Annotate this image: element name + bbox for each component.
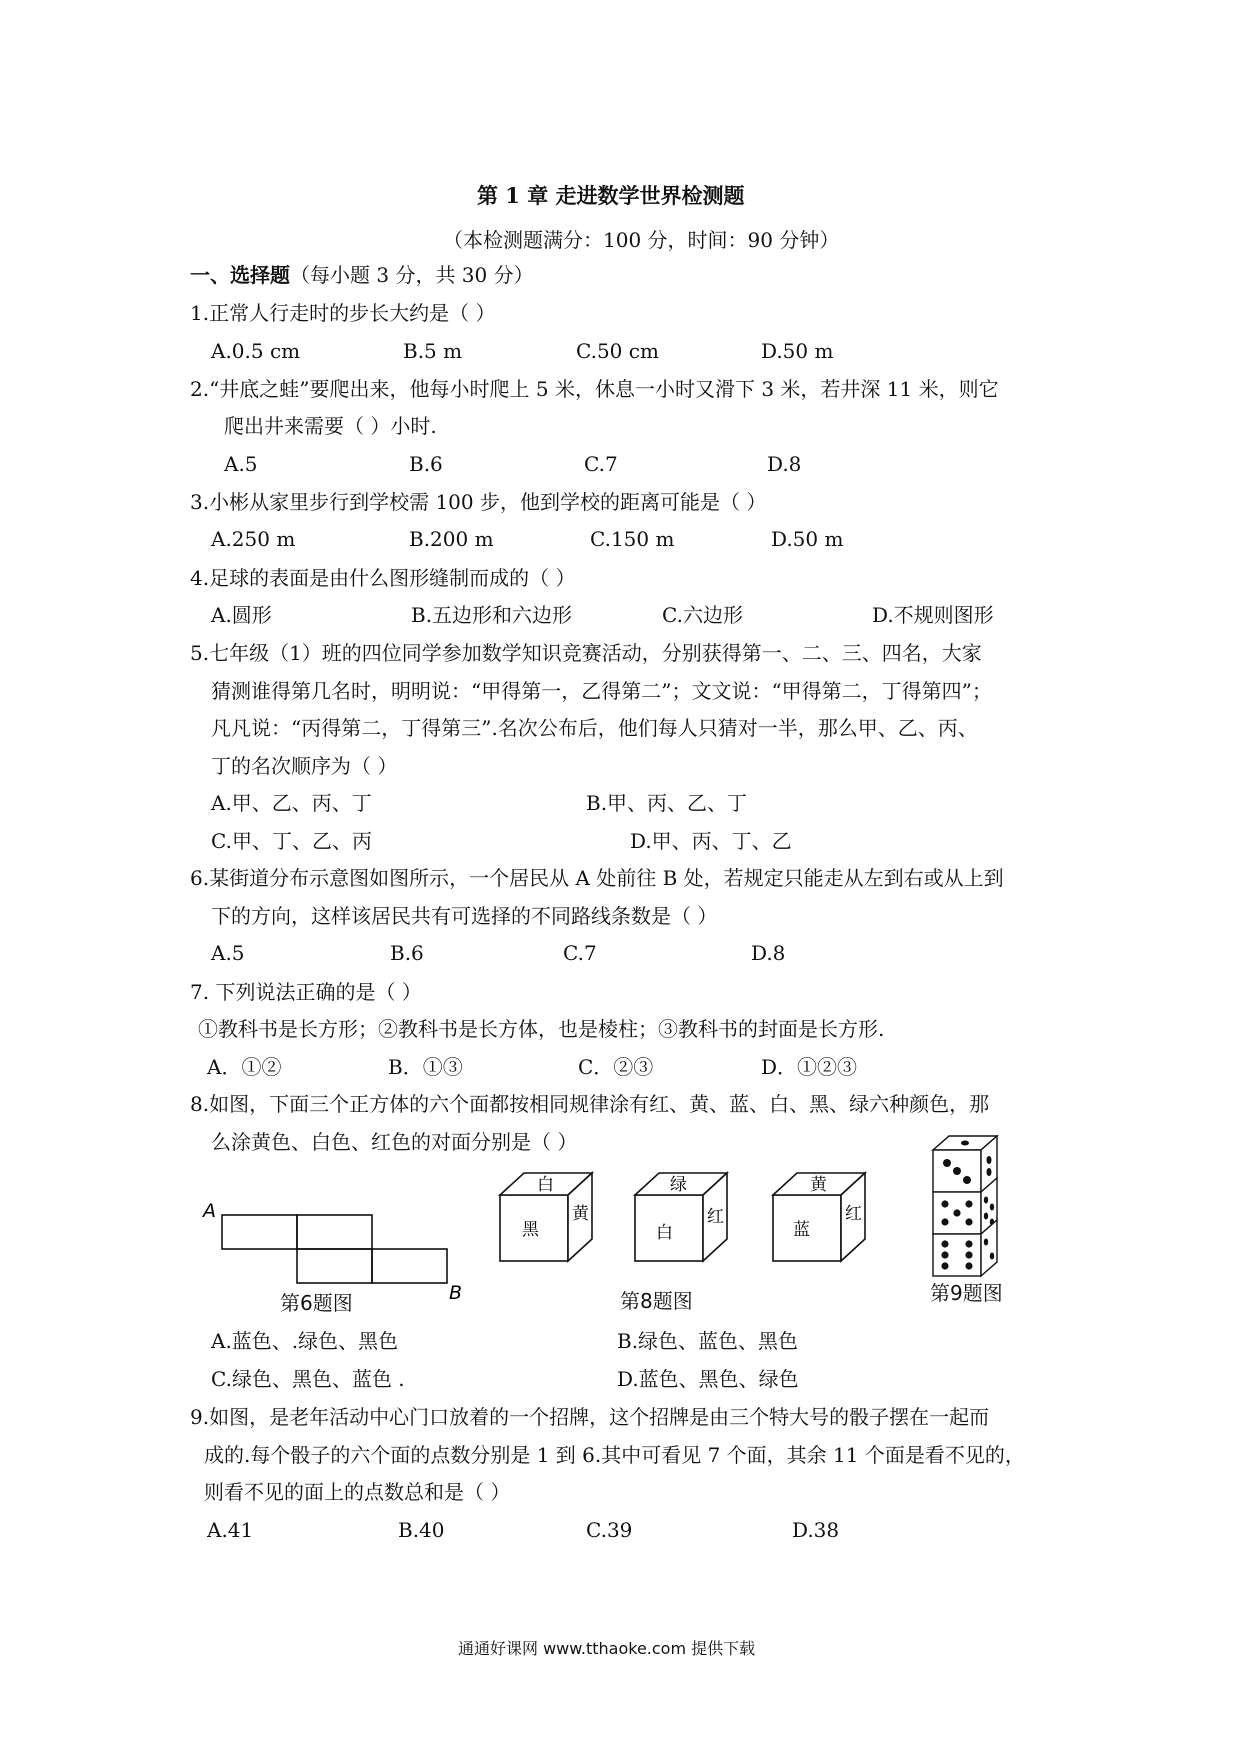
q3-option-b: B.200 m [409,527,494,551]
q9-stem-line3: 则看不见的面上的点数总和是（ ） [204,1480,511,1504]
q5-stem-line2: 猜测谁得第几名时，明明说：“甲得第一，乙得第二”；文文说：“甲得第二，丁得第四”； [211,679,992,703]
q1-option-d: D.50 m [761,339,834,363]
footer-source: 通通好课网 www.tthaoke.com 提供下载 [458,1639,756,1658]
q2-option-a: A.5 [224,452,258,476]
q1-option-c: C.50 cm [576,339,659,363]
q8-option-c: C.绿色、黑色、蓝色 . [211,1367,405,1391]
figure-9-caption: 第9题图 [930,1281,1003,1305]
q5-stem-line1: 5.七年级（1）班的四位同学参加数学知识竞赛活动，分别获得第一、二、三、四名，大家 [190,641,982,665]
q4-option-c: C.六边形 [662,603,743,627]
q9-option-c: C.39 [586,1518,633,1542]
page-subtitle: （本检测题满分：100 分，时间：90 分钟） [443,228,840,252]
q8-option-a: A.蓝色、.绿色、黑色 [211,1329,399,1353]
q7-option-c: C．②③ [578,1055,654,1079]
q9-option-d: D.38 [792,1518,840,1542]
cube-2-side-label: 红 [707,1207,724,1227]
cube-2 [635,1173,727,1261]
section-heading [190,263,534,287]
cube-1 [500,1173,592,1261]
q7-stem-line2: ①教科书是长方形；②教科书是长方体，也是棱柱；③教科书的封面是长方形. [198,1017,885,1041]
q4-option-a: A.圆形 [211,603,272,627]
q5-option-c: C.甲、丁、乙、丙 [211,829,372,853]
q9-stem-line2: 成的.每个骰子的六个面的点数分别是 1 到 6.其中可看见 7 个面，其余 11 个面是看不见的， [204,1443,1025,1467]
cube-3-front-label: 蓝 [793,1220,810,1240]
point-b-label: B [449,1282,463,1304]
q2-stem-line1: 2.“井底之蛙”要爬出来，他每小时爬上 5 米，休息一小时又滑下 3 米，若井深 11 米，则它 [190,377,999,401]
cube-1-side-label: 黄 [572,1204,589,1224]
q5-option-a: A.甲、乙、丙、丁 [211,791,372,815]
q5-stem-line4: 丁的名次顺序为（ ） [211,754,398,778]
q7-option-b: B．①③ [388,1055,463,1079]
q4-stem: 4.足球的表面是由什么图形缝制而成的（ ） [190,566,576,590]
figure-8-caption: 第8题图 [620,1289,693,1313]
q3-option-c: C.150 m [590,527,675,551]
q6-stem-line1: 6.某街道分布示意图如图所示，一个居民从 A 处前往 B 处，若规定只能走从左到右或从上到 [190,866,1004,890]
cube-3-side-label: 红 [845,1204,862,1224]
q6-option-d: D.8 [751,941,786,965]
q6-option-b: B.6 [390,941,424,965]
q1-stem: 1.正常人行走时的步长大约是（ ） [190,301,496,325]
grid-cell [372,1249,447,1283]
q5-option-d: D.甲、丙、丁、乙 [630,829,792,853]
grid-cell [297,1215,372,1249]
q9-stem-line1: 9.如图，是老年活动中心门口放着的一个招牌，这个招牌是由三个特大号的骰子摆在一起而 [190,1405,990,1429]
q6-stem-line2: 下的方向，这样该居民共有可选择的不同路线条数是（ ） [211,904,718,928]
section-heading-label: 一、选择题 [190,263,290,287]
figure-8-cubes [490,1163,890,1303]
q9-option-b: B.40 [398,1518,445,1542]
q3-stem: 3.小彬从家里步行到学校需 100 步，他到学校的距离可能是（ ） [190,490,767,514]
q1-option-a: A.0.5 cm [211,339,301,363]
q4-option-d: D.不规则图形 [872,603,994,627]
cube-1-front-label: 黑 [522,1220,539,1240]
grid-cell [222,1215,297,1249]
q7-option-d: D．①②③ [761,1055,858,1079]
q2-option-b: B.6 [409,452,443,476]
cube-2-front-label: 白 [656,1223,673,1243]
figure-9-stacked-dice [925,1130,1005,1282]
q7-stem-line1: 7. 下列说法正确的是（ ） [190,980,422,1004]
q7-option-a: A．①② [207,1055,282,1079]
q6-option-a: A.5 [211,941,245,965]
q3-option-d: D.50 m [771,527,844,551]
q8-stem-line1: 8.如图，下面三个正方体的六个面都按相同规律涂有红、黄、蓝、白、黑、绿六种颜色，那 [190,1092,990,1116]
cube-3 [773,1173,865,1261]
point-a-label: A [203,1200,216,1222]
q8-option-d: D.蓝色、黑色、绿色 [617,1367,799,1391]
q5-stem-line3: 凡凡说：“丙得第二，丁得第三”.名次公布后，他们每人只猜对一半，那么甲、乙、丙、 [211,716,978,740]
q8-option-b: B.绿色、蓝色、黑色 [617,1329,799,1353]
die-3-front [933,1234,981,1276]
q1-option-b: B.5 m [403,339,463,363]
section-heading-note: （每小题 3 分，共 30 分） [290,263,534,287]
q4-option-b: B.五边形和六边形 [411,603,573,627]
cube-1-top-label: 白 [537,1175,554,1195]
q3-option-a: A.250 m [211,527,296,551]
die-pip [961,1141,969,1146]
q2-option-c: C.7 [584,452,618,476]
q2-stem-line2: 爬出井来需要（ ）小时. [224,414,437,438]
q6-option-c: C.7 [563,941,597,965]
page-title: 第 1 章 走进数学世界检测题 [477,183,745,208]
cube-2-top-label: 绿 [670,1175,687,1195]
q8-stem-line2: 么涂黄色、白色、红色的对面分别是（ ） [211,1130,578,1154]
cube-3-top-label: 黄 [810,1175,827,1195]
q9-option-a: A.41 [207,1518,254,1542]
figure-6-caption: 第6题图 [280,1291,353,1315]
q2-option-d: D.8 [767,452,802,476]
q5-option-b: B.甲、丙、乙、丁 [586,791,748,815]
grid-cell [297,1249,372,1283]
